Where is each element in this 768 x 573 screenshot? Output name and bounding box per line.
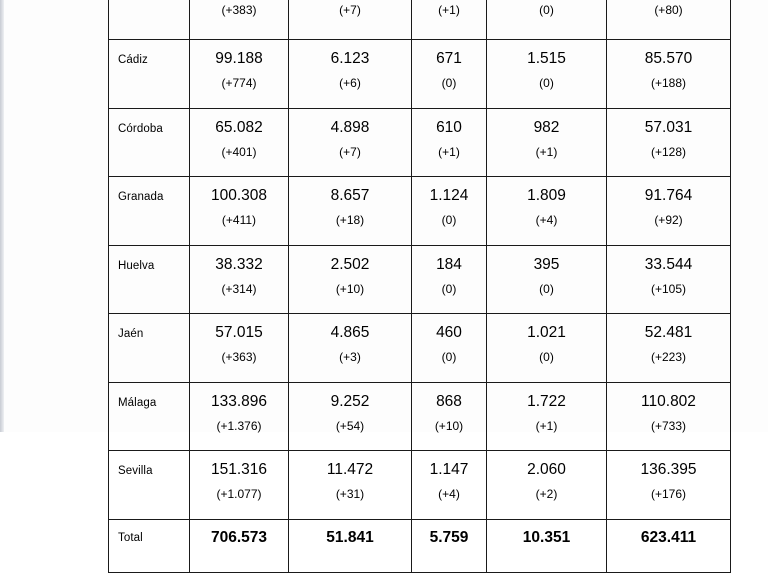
province-cell: Córdoba [109, 108, 190, 177]
change-value: (0) [441, 281, 457, 296]
cell-value: 1.021 [527, 324, 566, 341]
data-cell [190, 40, 289, 109]
document-page [4, 0, 768, 546]
total-cell [607, 519, 731, 572]
total-cell [487, 519, 607, 572]
total-cell [190, 519, 289, 572]
change-value: (+105) [650, 281, 687, 296]
change-value: (+3) [339, 350, 361, 364]
change-value: (+4) [438, 487, 460, 501]
data-cell [190, 177, 289, 246]
cell-value: 9.252 [330, 392, 370, 410]
cell-value: 982 [533, 118, 560, 136]
cell-value: 57.031 [644, 118, 693, 136]
cell-value: 395 [533, 255, 560, 273]
data-cell [487, 451, 607, 520]
change-value: (+1.077) [216, 487, 262, 501]
change-value: (+223) [650, 350, 687, 364]
change-value: (+363) [221, 350, 257, 364]
change-value: (0) [441, 350, 457, 364]
cell-value: 99.188 [215, 50, 263, 67]
total-value: 623.411 [640, 528, 697, 546]
change-value: (+7) [339, 144, 361, 159]
change-value: (+733) [650, 418, 687, 433]
cell-value: 2.060 [527, 461, 566, 478]
cell-value: 1.515 [527, 50, 566, 67]
change-value: (+2) [535, 487, 558, 501]
cell-value: 4.865 [330, 324, 370, 341]
change-value: (0) [441, 76, 457, 90]
cell-value: 610 [436, 118, 462, 136]
change-value: (0) [539, 350, 554, 364]
total-value: 51.841 [326, 528, 374, 546]
cell-value: 6.123 [330, 50, 370, 67]
change-value: (+6) [339, 76, 361, 90]
data-cell [487, 245, 607, 314]
change-value: (0) [539, 281, 554, 296]
cell-value: 184 [436, 255, 462, 273]
change-value: (0) [441, 213, 457, 227]
data-cell [289, 108, 412, 177]
cell-value: 671 [436, 50, 462, 67]
total-value: 706.573 [210, 528, 268, 546]
data-cell [190, 314, 289, 383]
cell-value: 110.802 [641, 392, 696, 410]
cell-value: 4.898 [330, 118, 370, 136]
change-value: (+176) [650, 487, 687, 501]
data-cell [607, 0, 731, 40]
cell-value: 38.332 [215, 255, 263, 273]
change-value: (+1) [438, 3, 460, 17]
cell-value: 151.316 [210, 461, 268, 478]
change-value: (+18) [335, 213, 365, 227]
change-value: (+1.376) [216, 418, 262, 433]
province-cell: Sevilla [109, 451, 190, 520]
province-cell [109, 0, 190, 40]
table-row [109, 108, 731, 177]
data-cell [412, 40, 487, 109]
cell-value: 1.124 [429, 187, 469, 204]
total-value: 10.351 [522, 528, 571, 546]
change-value: (+774) [221, 76, 257, 90]
change-value: (+1) [535, 144, 558, 159]
province-cell: Huelva [109, 245, 190, 314]
data-cell [487, 0, 607, 40]
cell-value: 11.472 [326, 461, 374, 478]
data-cell [607, 40, 731, 109]
data-cell [607, 314, 731, 383]
change-value: (+314) [221, 281, 257, 296]
table-row [109, 177, 731, 246]
cell-value: 133.896 [210, 392, 268, 410]
total-cell [289, 519, 412, 572]
data-cell [487, 108, 607, 177]
data-cell [412, 108, 487, 177]
data-cell [607, 382, 731, 451]
change-value: (+4) [535, 213, 558, 227]
data-cell [190, 0, 289, 40]
province-cell: Jaén [109, 314, 190, 383]
change-value: (+92) [654, 213, 683, 227]
change-value: (+1) [535, 418, 558, 433]
table-row [109, 40, 731, 109]
data-cell [412, 451, 487, 520]
province-cell: Granada [109, 177, 190, 246]
data-cell [412, 314, 487, 383]
cell-value: 85.570 [644, 50, 693, 67]
cell-value: 1.809 [527, 187, 566, 204]
table-row [109, 451, 731, 520]
change-value: (+128) [650, 144, 687, 159]
cell-value: 8.657 [330, 187, 370, 204]
cell-value: 1.147 [429, 461, 469, 478]
cell-value: 868 [436, 392, 462, 410]
data-cell [289, 177, 412, 246]
cell-value: 33.544 [644, 255, 693, 273]
data-cell [289, 245, 412, 314]
province-cell: Cádiz [109, 40, 190, 109]
total-cell [412, 519, 487, 572]
change-value: (+80) [654, 3, 683, 17]
data-cell [607, 108, 731, 177]
data-cell [190, 245, 289, 314]
cell-value: 65.082 [215, 118, 263, 136]
cell-value: 91.764 [644, 187, 693, 204]
change-value: (+7) [339, 3, 361, 17]
data-cell [190, 108, 289, 177]
change-value: (+401) [221, 144, 257, 159]
cell-value: 57.015 [215, 324, 263, 341]
data-cell [289, 40, 412, 109]
data-cell [487, 177, 607, 246]
data-cell [289, 451, 412, 520]
change-value: (+10) [434, 418, 464, 433]
data-cell [607, 245, 731, 314]
data-cell [412, 177, 487, 246]
province-stats-table [108, 0, 731, 573]
data-cell [607, 451, 731, 520]
data-cell [412, 0, 487, 40]
data-cell [607, 177, 731, 246]
cell-value: 460 [436, 324, 462, 341]
data-cell [289, 382, 412, 451]
change-value: (0) [539, 3, 554, 17]
table-row [109, 382, 731, 451]
data-cell [412, 382, 487, 451]
total-row [109, 519, 731, 572]
total-label: Total [109, 519, 190, 572]
province-cell: Málaga [109, 382, 190, 451]
change-value: (+411) [221, 213, 257, 227]
table-row [109, 314, 731, 383]
data-cell [289, 314, 412, 383]
table-row-partial [109, 0, 731, 40]
cell-value: 136.395 [640, 461, 697, 478]
data-cell [289, 0, 412, 40]
data-cell [487, 382, 607, 451]
change-value: (+10) [335, 281, 365, 296]
cell-value: 2.502 [330, 255, 370, 273]
change-value: (+31) [335, 487, 365, 501]
data-cell [190, 382, 289, 451]
table-row [109, 245, 731, 314]
change-value: (+1) [438, 144, 460, 159]
change-value: (+383) [221, 3, 257, 17]
change-value: (+188) [650, 76, 687, 90]
change-value: (+54) [335, 418, 365, 433]
data-cell [412, 245, 487, 314]
cell-value: 1.722 [527, 392, 566, 410]
change-value: (0) [539, 76, 554, 90]
data-cell [487, 314, 607, 383]
data-cell [487, 40, 607, 109]
total-value: 5.759 [429, 528, 469, 546]
data-cell [190, 451, 289, 520]
cell-value: 52.481 [644, 324, 693, 341]
cell-value: 100.308 [210, 187, 268, 204]
